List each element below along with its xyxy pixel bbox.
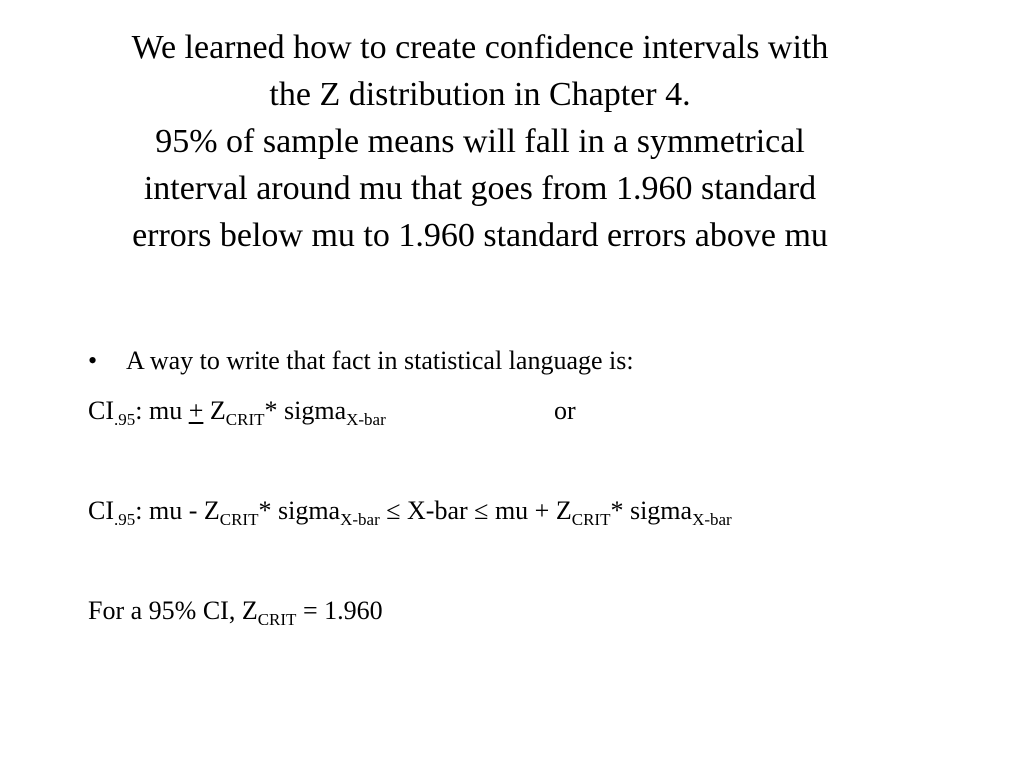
plus-minus-sign: + [188,396,204,425]
sigma-subscript: X-bar [692,510,732,529]
title-line: the Z distribution in Chapter 4. [269,76,691,113]
ci-subscript: .95 [114,410,136,429]
z-crit-subscript: CRIT [571,510,611,529]
or-connector: or [554,396,576,425]
z-crit-subscript: CRIT [257,610,297,629]
formula-text: Z [203,396,226,425]
formula-text: * sigma [264,396,347,425]
ci-label: CI [88,396,114,425]
ci-label: CI [88,496,114,525]
title-line: interval around mu that goes from 1.960 standard [143,170,817,207]
less-equal-sign: ≤ [379,496,401,525]
bullet-text: A way to write that fact in statistical language is: [126,346,634,375]
sigma-subscript: X-bar [340,510,380,529]
formula-text: * sigma [258,496,341,525]
ci-inequality-line [88,493,988,529]
formula-text: : mu [135,396,189,425]
z-crit-subscript: CRIT [225,410,265,429]
title-line: errors below mu to 1.960 standard errors above mu [132,217,828,254]
formula-text: = 1.960 [296,596,383,625]
ci-subscript: .95 [114,510,136,529]
title-line: 95% of sample means will fall in a symmetrical [155,123,805,160]
sigma-subscript: X-bar [346,410,386,429]
slide-title [40,24,920,259]
bullet-marker: • [88,346,98,375]
ci-formula-line [88,393,988,429]
formula-text: X-bar [400,496,475,525]
formula-text: For a 95% CI, Z [88,596,258,625]
z-crit-subscript: CRIT [219,510,259,529]
title-line: We learned how to create confidence intervals with [131,29,829,66]
formula-text: : mu - Z [135,496,220,525]
z-crit-value-line [88,593,988,629]
bullet-item [88,343,988,379]
slide-body [88,343,988,629]
less-equal-sign: ≤ [474,496,489,525]
formula-text: mu + Z [488,496,572,525]
formula-text: * sigma [610,496,693,525]
